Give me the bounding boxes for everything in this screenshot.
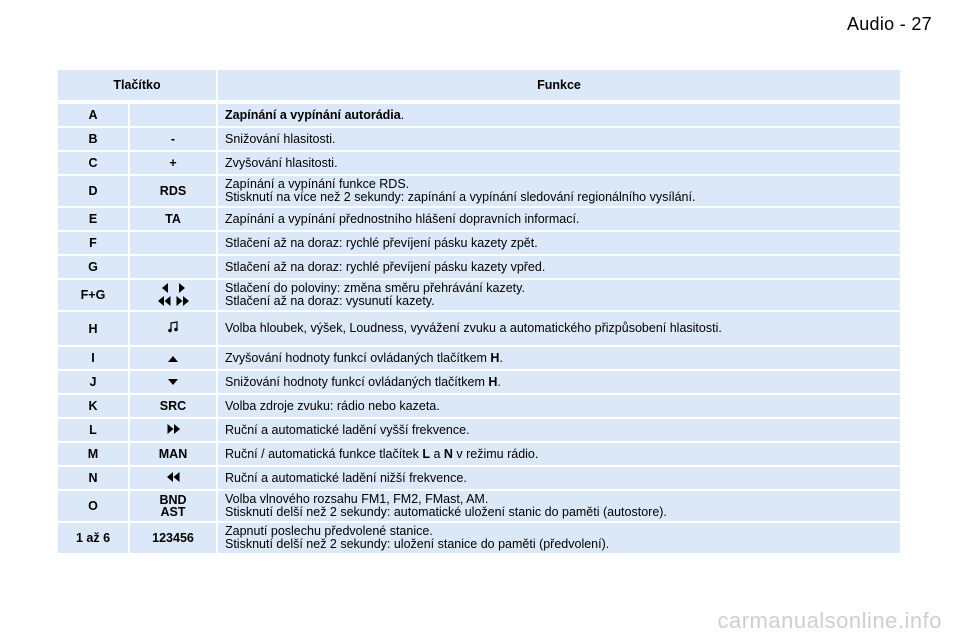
function-description	[218, 419, 900, 441]
function-description	[218, 312, 900, 345]
button-id: M	[58, 443, 128, 465]
function-description	[218, 371, 900, 393]
button-id: E	[58, 208, 128, 230]
function-description	[218, 232, 900, 254]
page-title: Audio - 27	[846, 14, 932, 34]
column-header-button: Tlačítko	[58, 70, 216, 100]
description-bold-text: N	[443, 446, 453, 461]
button-symbol: RDS	[130, 176, 216, 206]
button-id: D	[58, 176, 128, 206]
button-symbol	[130, 467, 216, 489]
table-row	[58, 232, 900, 254]
button-id: F	[58, 232, 128, 254]
function-description	[218, 152, 900, 174]
description-text: Stlačení až na doraz: rychlé převíjení pásku kazety vpřed.	[225, 259, 546, 274]
function-description	[218, 523, 900, 553]
description-line: Stisknutí na více než 2 sekundy: zapínání a vypínání sledování regionálního vysílání.	[225, 190, 696, 204]
button-symbol	[130, 312, 216, 345]
table-row	[58, 347, 900, 369]
function-description	[218, 347, 900, 369]
function-description	[218, 443, 900, 465]
description-text: Volba hloubek, výšek, Loudness, vyvážení zvuku a automatického přizpůsobení hlasitosti.	[225, 321, 722, 335]
function-description	[218, 176, 900, 206]
music-note-icon	[168, 321, 178, 336]
column-header-function: Funkce	[218, 70, 900, 100]
double-right-icon	[176, 296, 189, 308]
description-bold-text: L	[422, 446, 430, 461]
symbol-line: AST	[160, 505, 186, 519]
double-right-icon	[167, 423, 180, 437]
up-arrow-icon	[168, 351, 178, 365]
description-text: Ruční / automatická funkce tlačítek	[225, 446, 423, 461]
table-header-row	[58, 70, 900, 100]
button-symbol: -	[130, 128, 216, 150]
button-symbol	[130, 371, 216, 393]
down-arrow-icon	[168, 375, 178, 389]
description-bold-text: H	[488, 374, 498, 389]
tri-right-icon	[178, 283, 185, 295]
button-symbol	[130, 280, 216, 310]
description-line: Volba vlnového rozsahu FM1, FM2, FMast, AM.	[225, 492, 489, 506]
symbol-line: BND	[159, 493, 187, 507]
description-line: Stlačení až na doraz: vysunutí kazety.	[225, 294, 435, 308]
button-id: L	[58, 419, 128, 441]
table-row	[58, 395, 900, 417]
button-id: A	[58, 104, 128, 126]
table-row	[58, 280, 900, 310]
description-line: Stisknutí delší než 2 sekundy: uložení stanice do paměti (předvolení).	[225, 537, 610, 551]
function-description	[218, 467, 900, 489]
button-symbol: SRC	[130, 395, 216, 417]
table-row	[58, 256, 900, 278]
table-row	[58, 152, 900, 174]
button-symbol	[130, 104, 216, 126]
table-row	[58, 371, 900, 393]
button-id: F+G	[58, 280, 128, 310]
description-line: Stlačení do poloviny: změna směru přehrávání kazety.	[225, 281, 525, 295]
table-row	[58, 312, 900, 345]
button-symbol: +	[130, 152, 216, 174]
table-row	[58, 419, 900, 441]
description-line: Zapnutí poslechu předvolené stanice.	[225, 524, 433, 538]
button-id: J	[58, 371, 128, 393]
description-bold-text: Zapínání a vypínání autorádia	[225, 107, 401, 122]
table-body	[58, 104, 900, 553]
button-id: B	[58, 128, 128, 150]
button-symbol	[130, 491, 216, 521]
description-text: v režimu rádio.	[452, 446, 539, 461]
tri-left-icon	[162, 283, 169, 295]
description-line: Zapínání a vypínání funkce RDS.	[225, 177, 410, 191]
description-text: Stlačení až na doraz: rychlé převíjení pásku kazety zpět.	[225, 235, 538, 250]
description-text: .	[497, 374, 501, 389]
button-id: O	[58, 491, 128, 521]
button-symbol	[130, 419, 216, 441]
button-symbol: MAN	[130, 443, 216, 465]
description-text: Zvyšování hodnoty funkcí ovládaných tlačítkem	[225, 350, 491, 365]
button-symbol: TA	[130, 208, 216, 230]
description-text: a	[429, 446, 444, 461]
description-text: Zvyšování hlasitosti.	[225, 155, 338, 170]
table-row	[58, 523, 900, 553]
function-description	[218, 256, 900, 278]
function-description	[218, 128, 900, 150]
function-description	[218, 395, 900, 417]
description-line: Stisknutí delší než 2 sekundy: automatické uložení stanic do paměti (autostore).	[225, 505, 667, 519]
description-text: .	[400, 107, 405, 122]
function-description	[218, 104, 900, 126]
button-symbol	[130, 347, 216, 369]
table-row	[58, 443, 900, 465]
table-row	[58, 176, 900, 206]
description-bold-text: H	[490, 350, 500, 365]
table-row	[58, 491, 900, 521]
button-id: I	[58, 347, 128, 369]
description-text: Snižování hodnoty funkcí ovládaných tlačítkem	[225, 374, 489, 389]
double-left-icon	[158, 296, 171, 308]
button-symbol	[130, 232, 216, 254]
double-left-icon	[167, 471, 180, 485]
button-id: C	[58, 152, 128, 174]
button-symbol: 123456	[130, 523, 216, 553]
function-description	[218, 208, 900, 230]
description-text: Volba zdroje zvuku: rádio nebo kazeta.	[225, 398, 440, 413]
watermark: carmanualsonline.info	[717, 608, 942, 633]
button-id: H	[58, 312, 128, 345]
function-description	[218, 280, 900, 310]
table-row	[58, 128, 900, 150]
button-id: K	[58, 395, 128, 417]
description-text: Zapínání a vypínání přednostního hlášení dopravních informací.	[225, 211, 580, 226]
button-id: 1 až 6	[58, 523, 128, 553]
button-symbol	[130, 256, 216, 278]
table-row	[58, 467, 900, 489]
description-text: Ruční a automatické ladění vyšší frekvence.	[225, 422, 470, 437]
button-id: N	[58, 467, 128, 489]
description-text: Snižování hlasitosti.	[225, 131, 336, 146]
function-description	[218, 491, 900, 521]
button-id: G	[58, 256, 128, 278]
description-text: Ruční a automatické ladění nižší frekvence.	[225, 470, 467, 485]
table-row	[58, 208, 900, 230]
table-row	[58, 104, 900, 126]
controls-table	[56, 68, 902, 555]
description-text: .	[499, 350, 503, 365]
